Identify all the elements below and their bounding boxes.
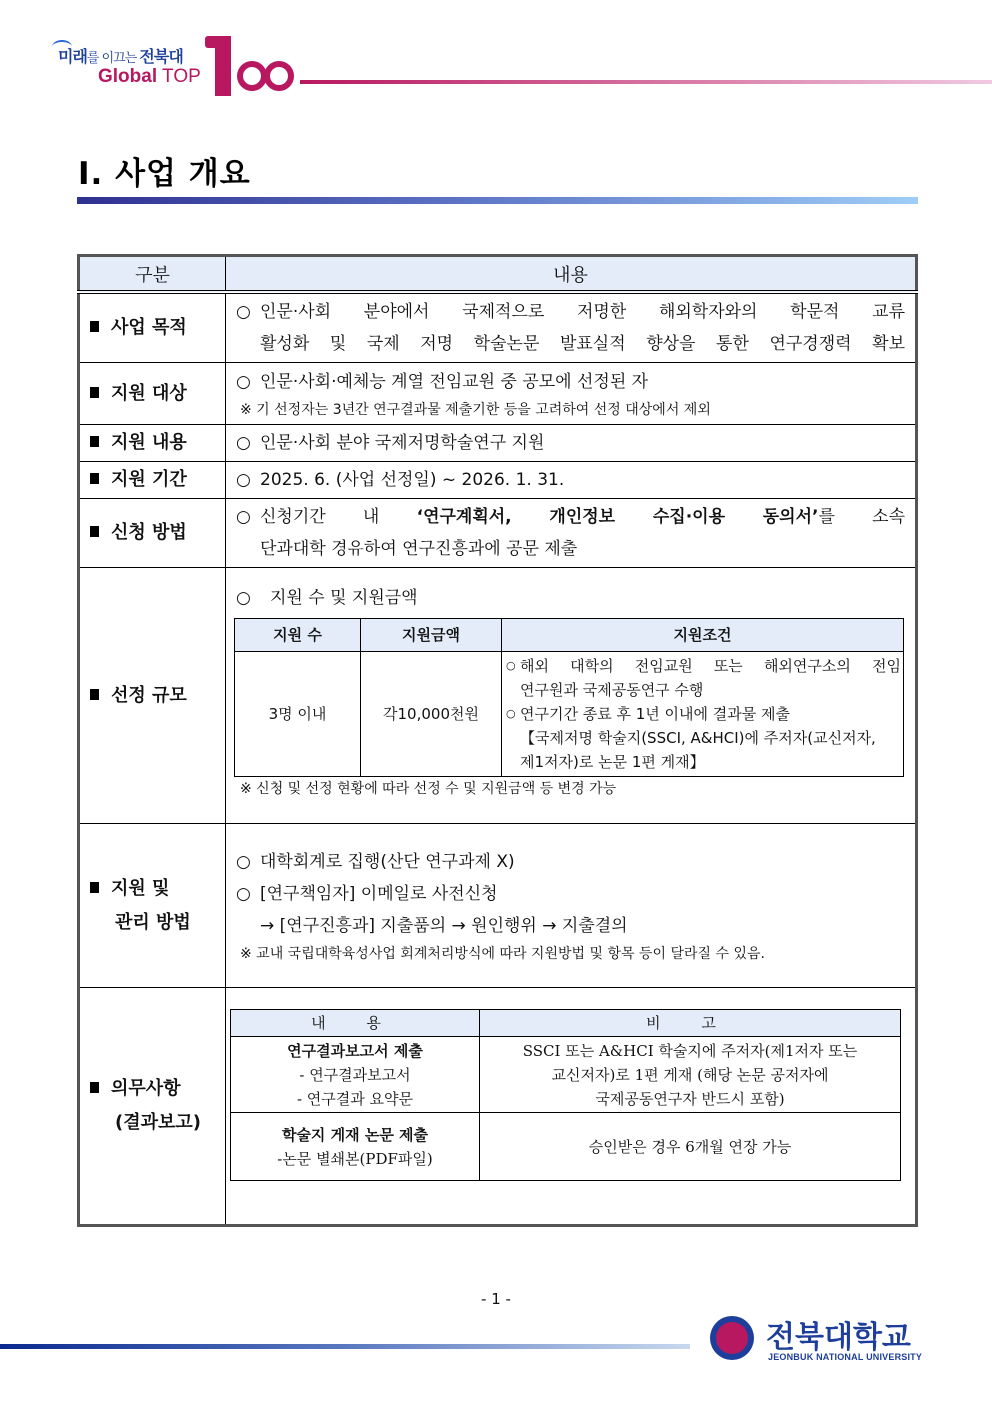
- square-bullet-icon: [90, 321, 99, 332]
- university-logo: [710, 1314, 925, 1370]
- university-name-ko: 전북대학교: [766, 1320, 911, 1355]
- page-number: - 1 -: [481, 1290, 511, 1308]
- logo-digit-zero: [264, 61, 294, 91]
- university-name-en: JEONBUK NATIONAL UNIVERSITY: [768, 1352, 923, 1362]
- circle-bullet-icon: ○: [236, 470, 251, 490]
- logo-text-global: Global: [98, 66, 158, 87]
- circle-bullet-icon: ○: [236, 371, 251, 392]
- circle-bullet-icon: ○: [236, 883, 251, 904]
- logo-text-future: 미래: [58, 47, 87, 66]
- global-top-100-logo: [52, 36, 312, 102]
- circle-bullet-icon: ○: [236, 302, 251, 322]
- page-title: I. 사업 개요: [78, 156, 251, 192]
- logo-text-jbnu: 전북대: [139, 47, 183, 66]
- obligations-table: [230, 1009, 901, 1181]
- sub-table-header: 내 용 비 고: [231, 1010, 901, 1037]
- logo-digit-one: [215, 36, 231, 96]
- table-row-content: 지원 내용 ○ 인문·사회 분야 국제저명학술연구 지원: [79, 425, 917, 462]
- support-scale-table: [234, 618, 904, 777]
- table-row-apply: 신청 방법 ○ 신청기간 내 ‘연구계획서, 개인정보 수집·이용 동의서’를 소속 단과대학 경유하여 연구진흥과에 공문 제출: [79, 499, 917, 568]
- sub-table-row: 3명 이내 각10,000천원 ○ 해외 대학의 전임교원 또는 해외연구소의 전임 연구원과 국제공동연구 수행 ○ 연구기간 종료 후 1년 이내에 결과물 제출 【국제저명 학술지(SSCI, A&HCI)에 주저자(교신저자, 제1저자)로 논문 1편 게재】: [235, 652, 904, 777]
- overview-table: [77, 254, 918, 1227]
- circle-bullet-icon: ○: [236, 507, 251, 527]
- square-bullet-icon: [90, 473, 99, 484]
- circle-bullet-icon: ○: [236, 588, 251, 608]
- table-row-target: 지원 대상 ○ 인문·사회·예체능 계열 전임교원 중 공모에 선정된 자 ※ 기 선정자는 3년간 연구결과물 제출기한 등을 고려하여 선정 대상에서 제외: [79, 363, 917, 425]
- table-row-purpose: 사업 목적 ○ 인문·사회 분야에서 국제적으로 저명한 해외학자와의 학문적 교류 활성화 및 국제 저명 학술논문 발표실적 향상을 통한 연구경쟁력 확보: [79, 292, 917, 363]
- logo-digit-zero: [237, 61, 267, 91]
- header-content: 내용: [226, 256, 917, 293]
- table-row-duty: 의무사항 (결과보고) 내 용 비 고 연구결과보고서 제출 - 연구결과보고서 - 연구결과 요약문 SSCI 또는 A&HCI 학술지에 주저자(제1저자 또는 교신저자)로 1편 게재 (해당 논문 공저자에 국제공동연구자 반드시 포함) 학술지 게재 논문 제출 -논문 별쇄본(PDF파일) 승인받은 경우 6개월 연장 가능: [79, 988, 917, 1226]
- logo-text-leading: 를 이끄는: [86, 51, 140, 66]
- header-rule: [300, 80, 992, 84]
- square-bullet-icon: [90, 526, 99, 537]
- university-seal-icon: [710, 1316, 754, 1360]
- square-bullet-icon: [90, 882, 99, 893]
- table-row-period: 지원 기간 ○ 2025. 6. (사업 선정일) ~ 2026. 1. 31.: [79, 462, 917, 499]
- table-row-scale: 선정 규모 ○ 지원 수 및 지원금액 지원 수 지원금액 지원조건 3명 이내 각10,000천원 ○ 해외 대학의 전임교원 또는 해외연구소의 전임 연구원과 국제공동연구 수행 ○ 연구기간 종료 후 1년 이내에 결과물 제출 【국제저명 학술지(SSCI, A&HCI)에 주저자(교신저자, 제1저자)로 논문 1편 게재】 ※ 신청 및 선정 현황에 따라 선정 수 및 지원금액 등 변경 가능: [79, 568, 917, 824]
- title-underline: [77, 197, 918, 204]
- footer-rule: [0, 1344, 690, 1349]
- header-category: 구분: [79, 256, 226, 293]
- circle-bullet-icon: ○: [236, 851, 251, 872]
- small-circle-bullet-icon: ○: [506, 707, 516, 720]
- square-bullet-icon: [90, 387, 99, 398]
- logo-text-top: TOP: [157, 66, 201, 87]
- small-circle-bullet-icon: ○: [506, 659, 516, 672]
- square-bullet-icon: [90, 689, 99, 700]
- sub-table-header: 지원 수 지원금액 지원조건: [235, 619, 904, 652]
- table-row-manage: 지원 및 관리 방법 ○ 대학회계로 집행(산단 연구과제 X) ○ [연구책임자] 이메일로 사전신청 → [연구진흥과] 지출품의 → 원인행위 → 지출결의 ※ 교내 국립대학육성사업 회계처리방식에 따라 지원방법 및 항목 등이 달라질 수 있음.: [79, 824, 917, 988]
- square-bullet-icon: [90, 1082, 99, 1093]
- sub-table-row: 학술지 게재 논문 제출 -논문 별쇄본(PDF파일) 승인받은 경우 6개월 연장 가능: [231, 1113, 901, 1181]
- sub-table-row: 연구결과보고서 제출 - 연구결과보고서 - 연구결과 요약문 SSCI 또는 A&HCI 학술지에 주저자(제1저자 또는 교신저자)로 1편 게재 (해당 논문 공저자에 국제공동연구자 반드시 포함): [231, 1037, 901, 1113]
- table-header-row: [79, 256, 917, 293]
- circle-bullet-icon: ○: [236, 433, 251, 453]
- square-bullet-icon: [90, 436, 99, 447]
